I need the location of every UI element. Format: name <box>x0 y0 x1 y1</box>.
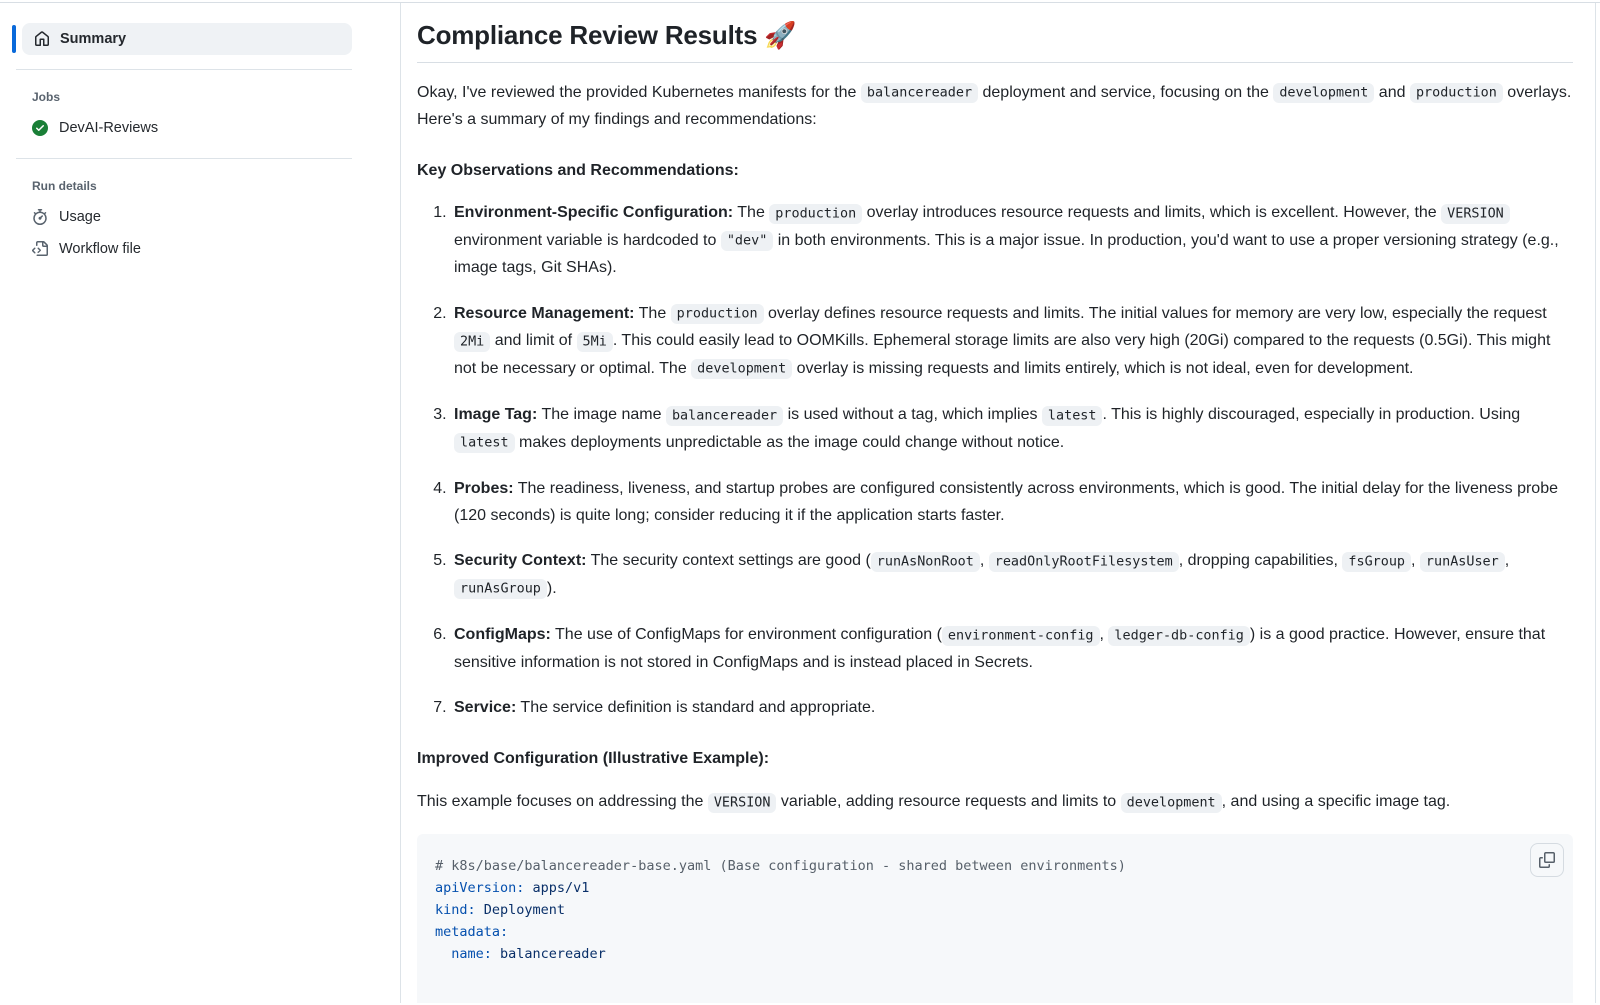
sidebar-item-usage[interactable] <box>12 201 352 233</box>
workflow-file-label: Workflow file <box>59 241 141 257</box>
observation-item-6: 6. ConfigMaps: The use of ConfigMaps for environment configuration ( environment-config , ledger-db-config ) is a good practice. However, ensure that sensitive information is not stored in ConfigMaps and is instead placed in Secrets. <box>451 622 1573 676</box>
sidebar-item-workflow-file[interactable] <box>12 233 352 265</box>
file-code-icon <box>32 241 48 257</box>
page-title: Compliance Review Results 🚀 <box>417 19 1573 63</box>
sidebar-divider <box>16 69 352 70</box>
sidebar-item-summary[interactable] <box>12 23 352 55</box>
active-indicator <box>12 25 16 53</box>
copy-code-button[interactable] <box>1530 843 1564 877</box>
code-line: kind: Deployment <box>435 901 566 918</box>
code-line: name: balancereader <box>435 945 606 962</box>
usage-label: Usage <box>59 209 101 225</box>
yaml-code-block <box>417 834 1573 1004</box>
stopwatch-icon <box>32 209 48 225</box>
sidebar-divider <box>16 158 352 159</box>
sidebar-summary-label: Summary <box>60 31 127 47</box>
jobs-section-header: Jobs <box>32 90 61 104</box>
code-line: apiVersion: apps/v1 <box>435 879 590 896</box>
observations-list <box>417 200 1573 722</box>
sidebar-item-job-devai-reviews[interactable] <box>12 112 352 144</box>
run-sidebar <box>0 3 401 1003</box>
improved-intro-paragraph: This example focuses on addressing the VERSION variable, adding resource requests and limits to development , and using a specific image tag. <box>417 789 1573 817</box>
run-summary-panel <box>401 3 1596 1003</box>
code-line: # k8s/base/balancereader-base.yaml (Base configuration - shared between environments) <box>435 857 1126 874</box>
code-line: metadata: <box>435 923 509 940</box>
copy-icon <box>1539 852 1555 868</box>
observation-item-1: 1. Environment-Specific Configuration: The production overlay introduces resource requests and limits, which is excellent. However, the VERSION environment variable is hardcoded to "dev" in both environments. This is a major issue. In production, you'd want to use a proper versioning strategy (e.g., image tags, Git SHAs). <box>451 200 1573 282</box>
yaml-code[interactable] <box>435 855 1557 965</box>
observations-heading: Key Observations and Recommendations: <box>417 161 739 179</box>
observation-item-5: 5. Security Context: The security context settings are good ( runAsNonRoot , readOnlyRootFilesystem , dropping capabilities, fsGroup , runAsUser , runAsGroup ). <box>451 548 1573 603</box>
intro-paragraph: Okay, I've reviewed the provided Kubernetes manifests for the balancereader deployment and service, focusing on the development and production overlays. Here's a summary of my findings and recommendations: <box>417 83 1572 128</box>
summary-pill[interactable] <box>22 23 352 55</box>
observation-item-3: 3. Image Tag: The image name balancereader is used without a tag, which implies latest . This is highly discouraged, especially in production. Using latest makes deployments unpredictable as the image could change without notice. <box>451 402 1573 457</box>
observation-item-2: 2. Resource Management: The production overlay defines resource requests and limits. The initial values for memory are very low, especially the request 2Mi and limit of 5Mi . This could easily lead to OOMKills. Ephemeral storage limits are also very high (20Gi) compared to the requests (0.5Gi). This might not be necessary or optimal. The development overlay is missing requests and limits entirely, which is not ideal, even for development. <box>451 301 1573 384</box>
check-circle-fill-icon <box>32 120 48 136</box>
observation-item-7: 7. Service: The service definition is standard and appropriate. <box>451 695 1573 722</box>
markdown-summary <box>417 80 1573 1004</box>
improved-config-heading: Improved Configuration (Illustrative Example): <box>417 749 770 767</box>
run-details-section-header: Run details <box>32 179 97 193</box>
job-name-label: DevAI-Reviews <box>59 120 159 136</box>
home-icon <box>34 31 50 47</box>
observation-item-4: 4. Probes: The readiness, liveness, and startup probes are configured consistently across environments, which is good. The initial delay for the liveness probe (120 seconds) is quite long; consider reducing it if the application starts faster. <box>451 476 1573 529</box>
workflow-run-page <box>0 2 1600 1003</box>
